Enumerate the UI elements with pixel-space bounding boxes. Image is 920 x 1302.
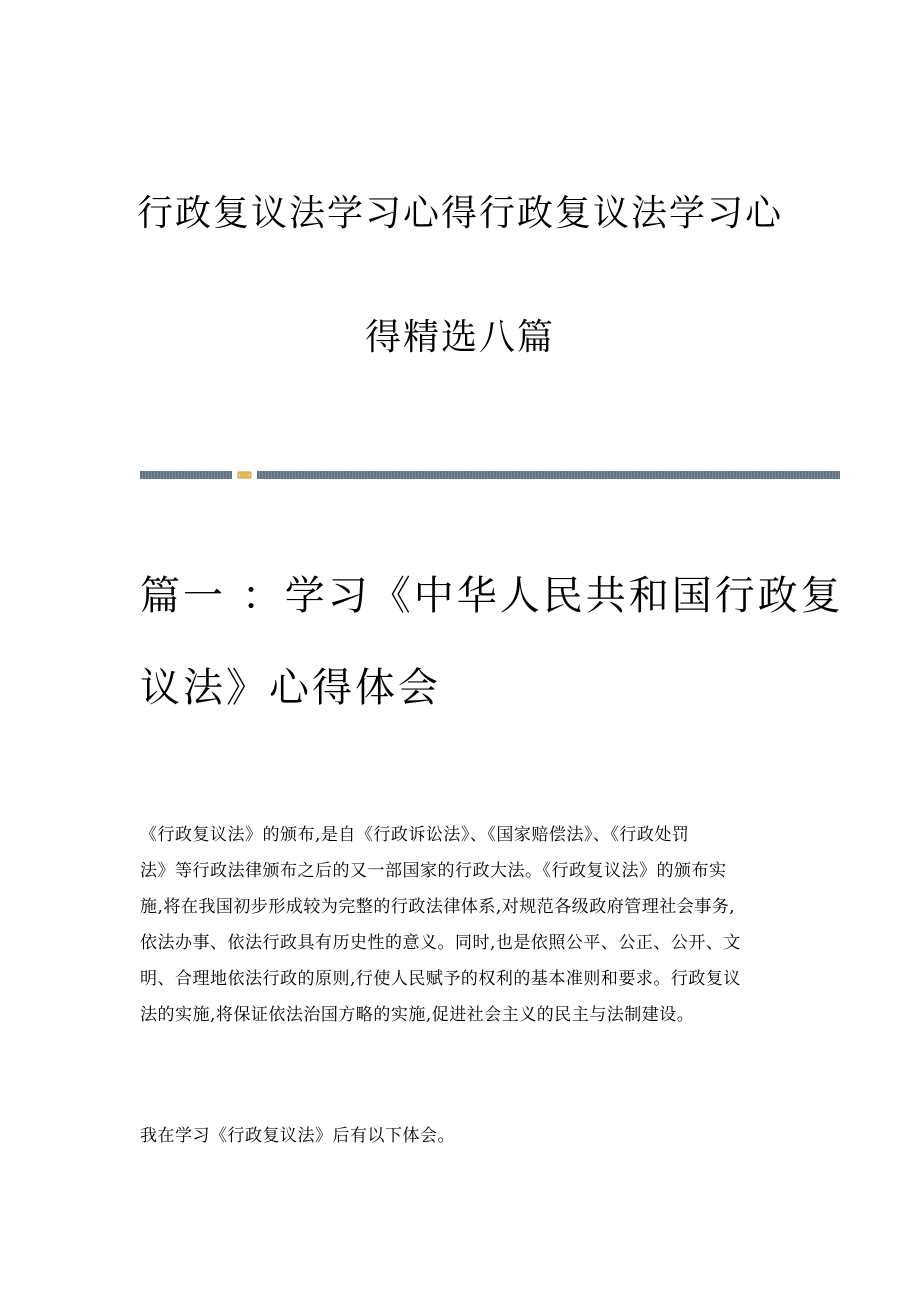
paragraph-line: 依法办事、依法行政具有历史性的意义。同时,也是依照公平、公正、公开、文: [140, 933, 741, 953]
section-heading-line-1: 篇一 ：学习《中华人民共和国行政复: [140, 573, 844, 619]
divider-bar-right: [257, 471, 840, 479]
document-title-line-1: 行政复议法学习心得行政复议法学习心: [136, 193, 783, 234]
body-paragraph-2: [140, 1118, 790, 1154]
section-heading-line-2: 议法》心得体会: [140, 665, 441, 711]
paragraph-line: 我在学习《行政复议法》后有以下体会。: [140, 1126, 455, 1146]
document-title-line-2: 得精选八篇: [364, 317, 555, 358]
paragraph-line: 明、合理地依法行政的原则,行使人民赋予的权利的基本准则和要求。行政复议: [140, 969, 741, 989]
paragraph-line: 法的实施,将保证依法治国方略的实施,促进社会主义的民主与法制建设。: [140, 1005, 695, 1025]
scroll-ornament-icon: [237, 470, 252, 480]
paragraph-line: 施,将在我国初步形成较为完整的行政法律体系,对规范各级政府管理社会事务,: [140, 897, 736, 917]
paragraph-line: 法》等行政法律颁布之后的又一部国家的行政大法。《行政复议法》的颁布实: [140, 861, 727, 881]
divider-bar-left: [140, 471, 232, 479]
section-divider: [140, 470, 840, 480]
body-paragraph-1: [140, 817, 790, 1033]
paragraph-line: 《行政复议法》的颁布,是自《行政诉讼法》、《国家赔偿法》、《行政处罚: [140, 825, 690, 845]
